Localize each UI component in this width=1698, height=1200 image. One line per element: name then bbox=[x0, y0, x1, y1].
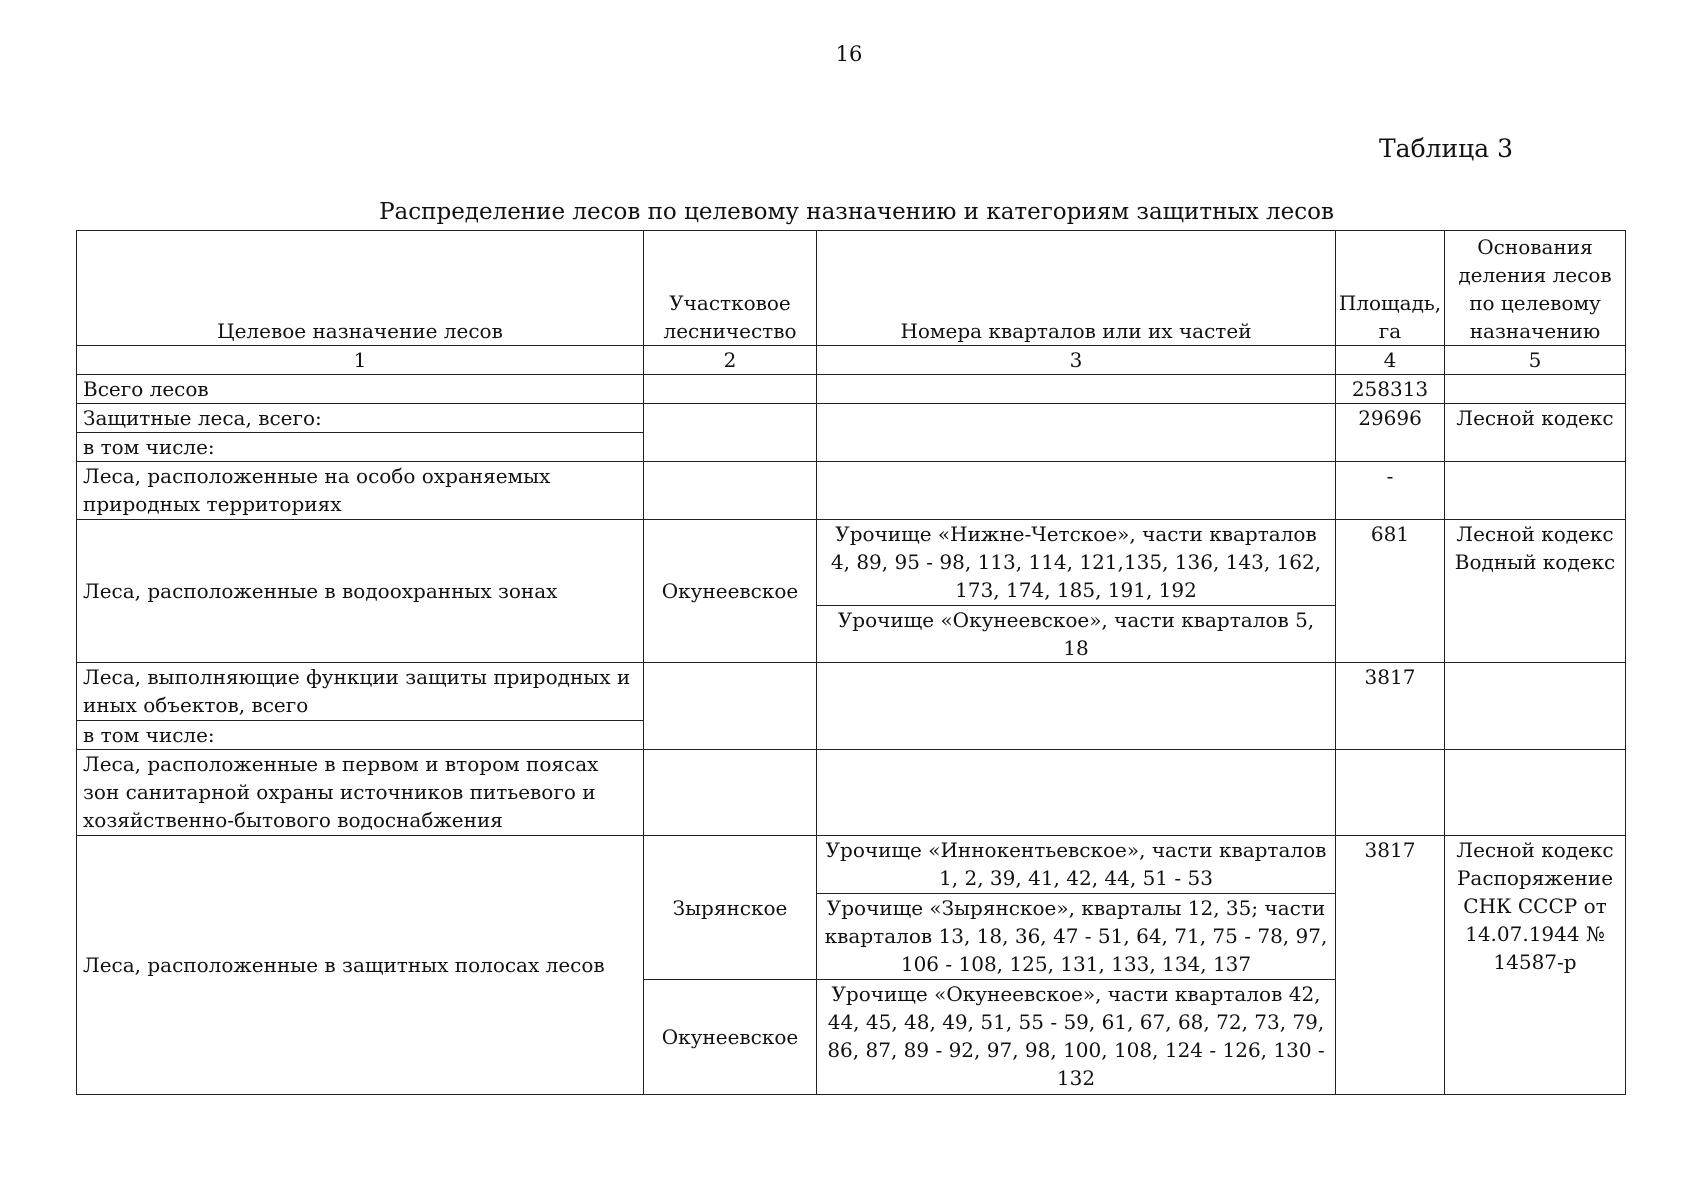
table-row bbox=[77, 404, 1626, 433]
row-including-label: в том числе: bbox=[77, 721, 644, 750]
row-functions-name: Леса, выполняющие функции защиты природных и иных объектов, всего bbox=[77, 663, 644, 721]
header-purpose: Целевое назначение лесов bbox=[77, 231, 644, 346]
forest-distribution-table bbox=[76, 230, 1626, 1095]
row-functions-area: 3817 bbox=[1336, 663, 1445, 750]
row-water-basis: Лесной кодекс Водный кодекс bbox=[1445, 520, 1626, 663]
header-row bbox=[77, 231, 1626, 346]
row-belts-quarters: Урочище «Иннокентьевское», части кварталов 1, 2, 39, 41, 42, 44, 51 - 53 bbox=[817, 836, 1336, 894]
header-quarters: Номера кварталов или их частей bbox=[817, 231, 1336, 346]
table-title: Распределение лесов по целевому назначению и категориям защитных лесов bbox=[379, 199, 1334, 225]
table-label: Таблица 3 bbox=[1378, 134, 1513, 163]
row-protective-area: 29696 bbox=[1336, 404, 1445, 462]
table-row bbox=[77, 520, 1626, 606]
row-belts-name: Леса, расположенные в защитных полосах лесов bbox=[77, 836, 644, 1095]
row-water-area: 681 bbox=[1336, 520, 1445, 663]
table-row bbox=[77, 375, 1626, 404]
column-number: 2 bbox=[644, 346, 817, 375]
column-number: 3 bbox=[817, 346, 1336, 375]
column-number: 4 bbox=[1336, 346, 1445, 375]
row-belts-forestry: Зырянское bbox=[644, 836, 817, 980]
page-number: 16 bbox=[835, 42, 863, 66]
row-water-forestry: Окунеевское bbox=[644, 520, 817, 663]
row-belts-quarters: Урочище «Зырянское», кварталы 12, 35; части кварталов 13, 18, 36, 47 - 51, 64, 71, 75 - 78, 97, 106 - 108, 125, 131, 133, 134, 137 bbox=[817, 894, 1336, 980]
row-water-name: Леса, расположенные в водоохранных зонах bbox=[77, 520, 644, 663]
row-protective-basis: Лесной кодекс bbox=[1445, 404, 1626, 462]
header-forestry: Участковое лесничество bbox=[644, 231, 817, 346]
table-row bbox=[77, 836, 1626, 894]
table-row bbox=[77, 462, 1626, 520]
column-number: 1 bbox=[77, 346, 644, 375]
row-protective-name: Защитные леса, всего: bbox=[77, 404, 644, 433]
row-belts-quarters: Урочище «Окунеевское», части кварталов 42, 44, 45, 48, 49, 51, 55 - 59, 61, 67, 68, 72, 73, 79, 86, 87, 89 - 92, 97, 98, 100, 108, 124 - 126, 130 - 132 bbox=[817, 980, 1336, 1095]
row-belts-forestry: Окунеевское bbox=[644, 980, 817, 1095]
table-row bbox=[77, 750, 1626, 836]
row-oopt-area: - bbox=[1336, 462, 1445, 520]
row-oopt-name: Леса, расположенные на особо охраняемых природных территориях bbox=[77, 462, 644, 520]
row-total-area: 258313 bbox=[1336, 375, 1445, 404]
row-total-name: Всего лесов bbox=[77, 375, 644, 404]
row-water-quarters: Урочище «Окунеевское», части кварталов 5, 18 bbox=[817, 606, 1336, 663]
row-belts-area: 3817 bbox=[1336, 836, 1445, 1095]
row-water-quarters: Урочище «Нижне-Четское», части кварталов 4, 89, 95 - 98, 113, 114, 121,135, 136, 143, 162, 173, 174, 185, 191, 192 bbox=[817, 520, 1336, 606]
header-area: Площадь, га bbox=[1336, 231, 1445, 346]
table-row bbox=[77, 663, 1626, 721]
column-number-row bbox=[77, 346, 1626, 375]
row-including-label: в том числе: bbox=[77, 433, 644, 462]
row-belts-basis: Лесной кодекс Распоряжение СНК СССР от 14.07.1944 № 14587-р bbox=[1445, 836, 1626, 1095]
column-number: 5 bbox=[1445, 346, 1626, 375]
header-basis: Основания деления лесов по целевому назначению bbox=[1445, 231, 1626, 346]
row-sanitary-name: Леса, расположенные в первом и втором поясах зон санитарной охраны источников питьевого и хозяйственно-бытового водоснабжения bbox=[77, 750, 644, 836]
